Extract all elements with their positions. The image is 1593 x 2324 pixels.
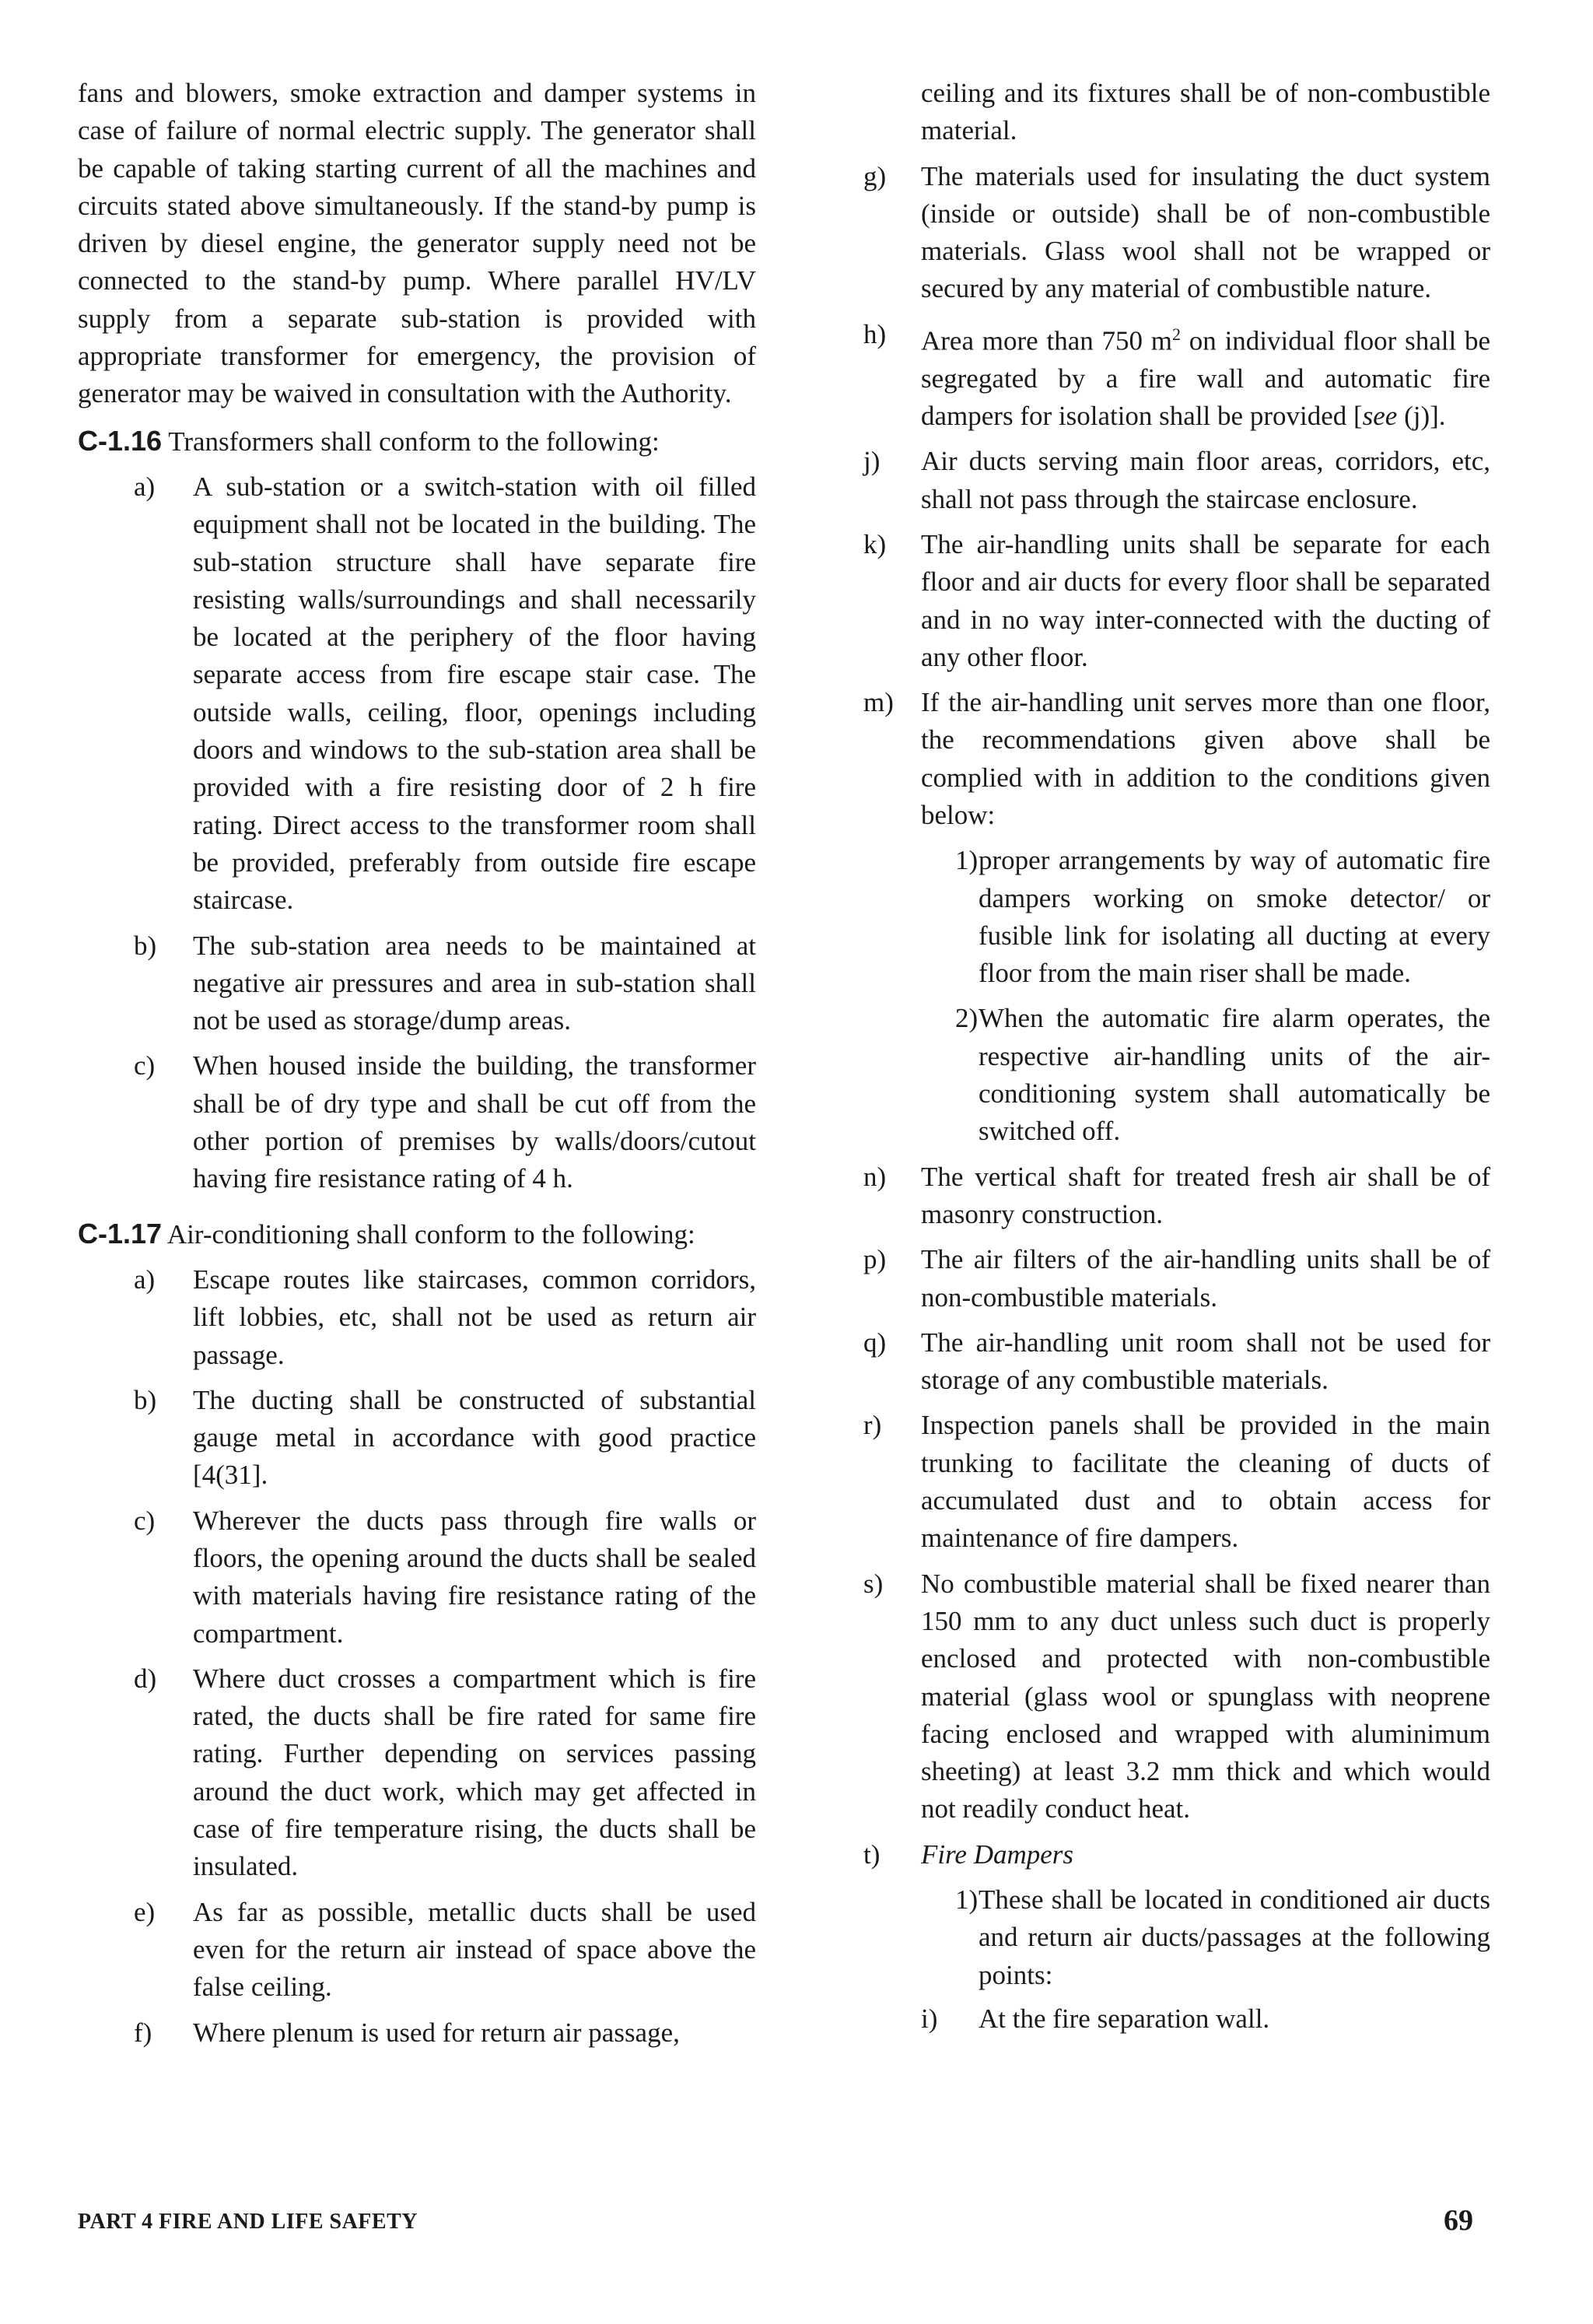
item-text: Where plenum is used for return air passage, xyxy=(193,2017,680,2048)
item-label: e) xyxy=(134,1896,156,1927)
list-item xyxy=(78,1261,756,1374)
clause-c-1-16 xyxy=(78,422,756,461)
item-text: The sub-station area needs to be maintained at negative air pressures and area in sub-station shall not be used as storage/dump areas. xyxy=(193,930,756,1036)
left-column xyxy=(78,75,756,2052)
sub-sub-item-label: i) xyxy=(921,2003,938,2034)
list-item xyxy=(78,927,756,1040)
item-text: Wherever the ducts pass through fire walls or floors, the opening around the ducts shall be sealed with materials having fire resistance rating of the compartment. xyxy=(193,1505,756,1649)
item-label: b) xyxy=(134,1384,157,1415)
list-item xyxy=(829,316,1490,436)
item-label: q) xyxy=(863,1327,887,1358)
item-label: g) xyxy=(863,160,887,191)
clause-number: C-1.16 xyxy=(78,424,163,457)
item-heading: Fire Dampers xyxy=(921,1839,1074,1870)
clause-c-1-17 xyxy=(78,1215,756,1253)
sub-item-label: 1) xyxy=(955,845,979,876)
item-text: Escape routes like staircases, common corridors, lift lobbies, etc, shall not be used as return air passage. xyxy=(193,1264,756,1370)
item-text: If the air-handling unit serves more than one floor, the recommendations given above shall be complied with in addition to the conditions given below: xyxy=(921,687,1490,830)
sub-item-text: These shall be located in conditioned air ducts and return air ducts/passages at the following points: xyxy=(979,1884,1490,1990)
sub-item-label: 1) xyxy=(955,1884,979,1916)
item-text: The ducting shall be constructed of substantial gauge metal in accordance with good practice [4(31]. xyxy=(193,1384,756,1491)
right-column xyxy=(829,75,1490,2038)
sub-item-text: When the automatic fire alarm operates, the respective air-handling units of the air-conditioning system shall automatically be switched off. xyxy=(979,1003,1490,1147)
list-item xyxy=(78,2014,756,2052)
footer-section-title: PART 4 FIRE AND LIFE SAFETY xyxy=(78,2210,418,2234)
list-item xyxy=(78,1894,756,2007)
item-text: The vertical shaft for treated fresh air shall be of masonry construction. xyxy=(921,1161,1490,1229)
item-label: s) xyxy=(863,1568,884,1599)
item-label: a) xyxy=(134,471,156,502)
list-item xyxy=(78,468,756,920)
list-item xyxy=(829,1241,1490,1316)
intro-paragraph: fans and blowers, smoke extraction and damper systems in case of failure of normal electric supply. The generator shall be capable of taking starting current of all the machines and circuits stated above simultaneously. If the stand-by pump is driven by diesel engine, the generator supply need not be connected to the stand-by pump. Where parallel HV/LV supply from a separate sub-station is provided with appropriate transformer for emergency, the provision of generator may be waived in consultation with the Authority. xyxy=(78,78,756,409)
item-label: c) xyxy=(134,1505,156,1536)
item-text: Air ducts serving main floor areas, corridors, etc, shall not pass through the staircase enclosure. xyxy=(921,446,1490,514)
list-item xyxy=(829,684,1490,1151)
clause-text: Air-conditioning shall conform to the following: xyxy=(166,1218,695,1250)
list-item xyxy=(78,1502,756,1653)
item-label: h) xyxy=(863,318,887,349)
item-label: a) xyxy=(134,1264,156,1295)
clause-text: Transformers shall conform to the following: xyxy=(168,426,660,457)
item-text: Where duct crosses a compartment which is fire rated, the ducts shall be fire rated for same fire rating. Further depending on services passing around the duct work, which may get affected in case of fire temperature rising, the ducts shall be insulated. xyxy=(193,1663,756,1882)
page-number: 69 xyxy=(1444,2204,1473,2237)
item-text: No combustible material shall be fixed nearer than 150 mm to any duct unless such duct is properly enclosed and protected with non-combustible material (glass wool or spunglass with neoprene facing enclosed and wrapped with aluminimum sheeting) at least 3.2 mm thick and which would not readily conduct heat. xyxy=(921,1568,1490,1824)
list-item xyxy=(829,1407,1490,1557)
item-text: The air-handling units shall be separate for each floor and air ducts for every floor shall be separated and in no way inter-connected with the ducting of any other floor. xyxy=(921,528,1490,672)
item-text: As far as possible, metallic ducts shall be used even for the return air instead of space above the false ceiling. xyxy=(193,1896,756,2003)
list-item xyxy=(829,1565,1490,1828)
list-item xyxy=(829,158,1490,308)
list-item xyxy=(829,1324,1490,1400)
item-text: The air-handling unit room shall not be used for storage of any combustible materials. xyxy=(921,1327,1490,1396)
item-label: f) xyxy=(134,2017,152,2048)
item-label: c) xyxy=(134,1050,156,1081)
sub-sub-item-text: At the fire separation wall. xyxy=(979,2003,1270,2034)
item-text: Inspection panels shall be provided in the main trunking to facilitate the cleaning of ducts of accumulated dust and to obtain access for maintenance of fire dampers. xyxy=(921,1410,1490,1554)
item-label: d) xyxy=(134,1663,157,1694)
list-item xyxy=(78,1382,756,1495)
list-item xyxy=(829,526,1490,676)
sub-sub-list-item xyxy=(921,2000,1490,2038)
sub-item-label: 2) xyxy=(955,1003,979,1034)
item-label: k) xyxy=(863,528,887,559)
item-label: r) xyxy=(863,1410,882,1441)
item-text: A sub-station or a switch-station with oil filled equipment shall not be located in the building. The sub-station structure shall have separate fire resisting walls/surroundings and shall necessarily be located at the periphery of the floor having separate access from fire escape stair case. The outside walls, ceiling, floor, openings including doors and windows to the sub-station area shall be provided with a fire resisting door of 2 h fire rating. Direct access to the transformer room shall be provided, preferably from outside fire escape staircase. xyxy=(193,471,756,916)
item-label: n) xyxy=(863,1161,887,1192)
list-item xyxy=(829,1158,1490,1234)
continuation-text: ceiling and its fixtures shall be of non-combustible material. xyxy=(921,78,1490,146)
sub-list-item xyxy=(921,1881,1490,2038)
sub-list-item xyxy=(921,1000,1490,1150)
list-item xyxy=(829,443,1490,518)
item-text: The air filters of the air-handling units shall be of non-combustible materials. xyxy=(921,1244,1490,1313)
item-label: t) xyxy=(863,1839,881,1870)
item-label: m) xyxy=(863,687,894,718)
item-label: b) xyxy=(134,930,157,961)
item-text: The materials used for insulating the duct system (inside or outside) shall be of non-combustible materials. Glass wool shall not be wrapped or secured by any material of combustible nature. xyxy=(921,160,1490,304)
item-text: Area more than 750 $m^2$ on individual floor shall be segregated by a fire wall and automatic fire dampers for isolation shall be provided [see (j)]. xyxy=(921,324,1490,432)
list-item xyxy=(78,1047,756,1197)
item-label: j) xyxy=(863,446,881,477)
sub-list-item xyxy=(921,842,1490,992)
sub-item-text: proper arrangements by way of automatic fire dampers working on smoke detector/ or fusible link for isolating all ducting at every floor from the main riser shall be made. xyxy=(979,845,1490,989)
clause-number: C-1.17 xyxy=(78,1217,163,1250)
item-label: p) xyxy=(863,1244,887,1275)
item-text: When housed inside the building, the transformer shall be of dry type and shall be cut off from the other portion of premises by walls/doors/cutout having fire resistance rating of 4 h. xyxy=(193,1050,756,1194)
list-item xyxy=(829,1836,1490,2038)
list-item xyxy=(78,1660,756,1886)
